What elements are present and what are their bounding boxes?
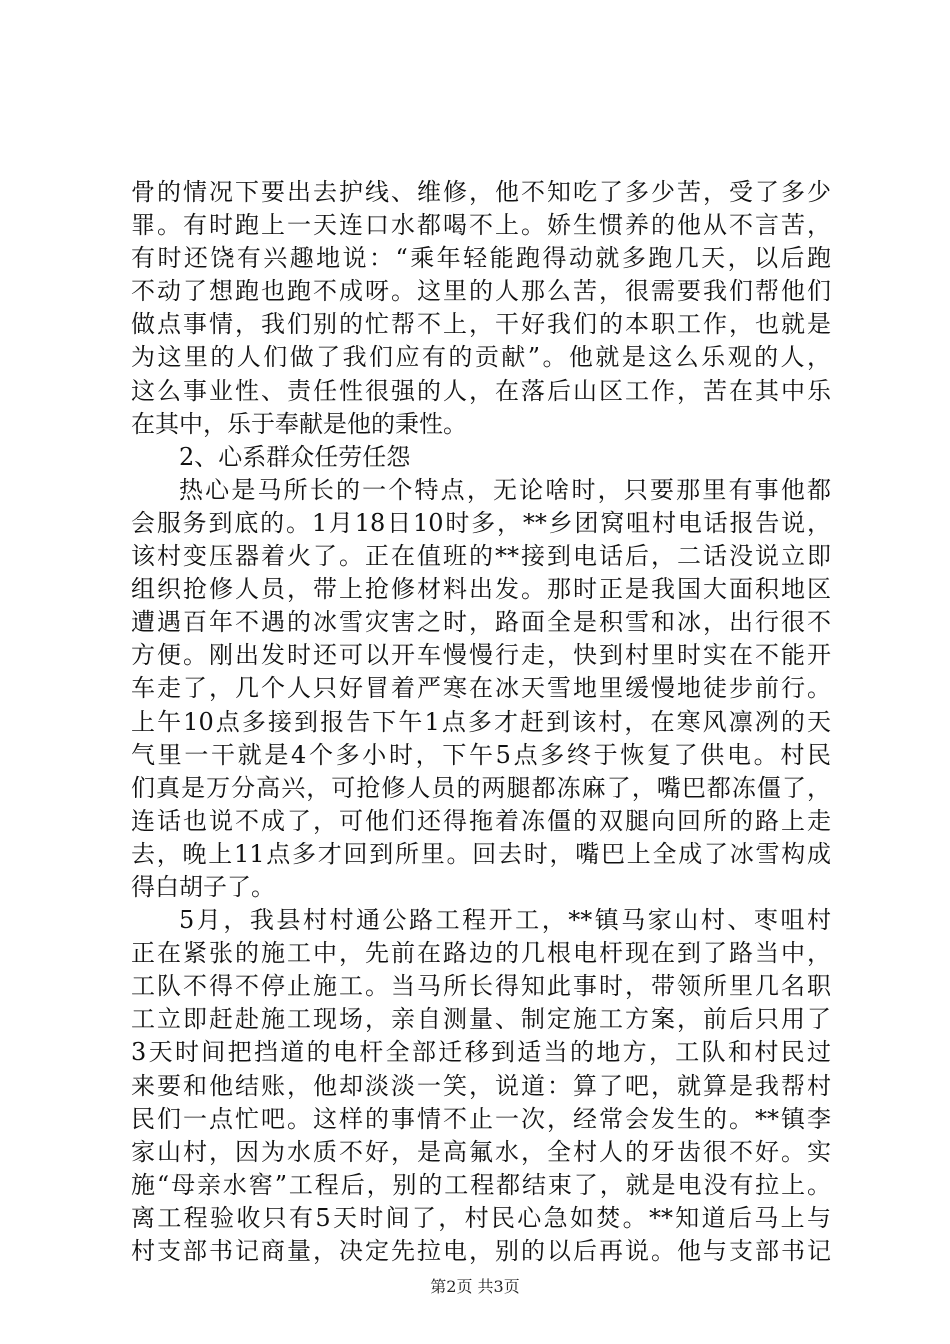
document-body [131,176,831,1268]
text-line: 家山村，因为水质不好，是高氟水，全村人的牙齿很不好。实 [131,1137,831,1166]
text-line: 施“母亲水窖”工程后，别的工程都结束了，就是电没有拉上。 [131,1170,831,1199]
text-line: 们真是万分高兴，可抢修人员的两腿都冻麻了，嘴巴都冻僵了， [131,773,831,802]
text-line: 去，晚上11点多才回到所里。回去时，嘴巴上全成了冰雪构成 [131,839,831,868]
text-line: 有时还饶有兴趣地说：“乘年轻能跑得动就多跑几天，以后跑 [131,244,831,273]
text-line: 5月，我县村村通公路工程开工，**镇马家山村、枣咀村 [179,906,831,935]
text-line: 热心是马所长的一个特点，无论啥时，只要那里有事他都 [179,475,831,504]
text-line: 方便。刚出发时还可以开车慢慢行走，快到村里时实在不能开 [131,641,831,670]
text-line: 组织抢修人员，带上抢修材料出发。那时正是我国大面积地区 [131,575,831,604]
text-line: 离工程验收只有5天时间了，村民心急如焚。**知道后马上与 [131,1203,831,1232]
text-line: 为这里的人们做了我们应有的贡献”。他就是这么乐观的人， [131,343,831,372]
text-line: 来要和他结账，他却淡淡一笑，说道：算了吧，就算是我帮村 [131,1071,831,1100]
text-line: 遭遇百年不遇的冰雪灾害之时，路面全是积雪和冰，出行很不 [131,608,831,637]
text-line: 工立即赶赴施工现场，亲自测量、制定施工方案，前后只用了 [131,1005,831,1034]
text-line: 村支部书记商量，决定先拉电，别的以后再说。他与支部书记 [131,1237,831,1265]
text-line: 上午10点多接到报告下午1点多才赶到该村，在寒风凛冽的天 [131,707,831,736]
text-line: 在其中，乐于奉献是他的秉性。 [131,409,467,438]
text-line: 连话也说不成了，可他们还得拖着冻僵的双腿向回所的路上走 [131,806,831,835]
text-line: 正在紧张的施工中，先前在路边的几根电杆现在到了路当中， [131,939,831,968]
text-line: 车走了，几个人只好冒着严寒在冰天雪地里缓慢地徒步前行。 [131,674,831,703]
text-line: 得白胡子了。 [131,872,275,901]
text-line: 2、心系群众任劳任怨 [179,442,411,471]
text-line: 工队不得不停止施工。当马所长得知此事时，带领所里几名职 [131,972,831,1001]
text-line: 做点事情，我们别的忙帮不上，干好我们的本职工作，也就是 [131,310,831,339]
text-line: 不动了想跑也跑不成呀。这里的人那么苦，很需要我们帮他们 [131,277,831,306]
text-line: 该村变压器着火了。正在值班的**接到电话后，二话没说立即 [131,542,831,571]
page-footer: 第2页 共3页 [430,1277,520,1296]
text-line: 气里一干就是4个多小时，下午5点多终于恢复了供电。村民 [131,740,831,769]
text-line: 骨的情况下要出去护线、维修，他不知吃了多少苦，受了多少 [131,178,831,206]
text-line: 3天时间把挡道的电杆全部迁移到适当的地方，工队和村民过 [131,1038,831,1067]
text-line: 罪。有时跑上一天连口水都喝不上。娇生惯养的他从不言苦， [131,211,831,240]
text-line: 会服务到底的。1月18日10时多，**乡团窝咀村电话报告说， [131,508,831,537]
text-line: 民们一点忙吧。这样的事情不止一次，经常会发生的。**镇李 [131,1104,831,1133]
text-line: 这么事业性、责任性很强的人，在落后山区工作，苦在其中乐 [131,376,831,405]
